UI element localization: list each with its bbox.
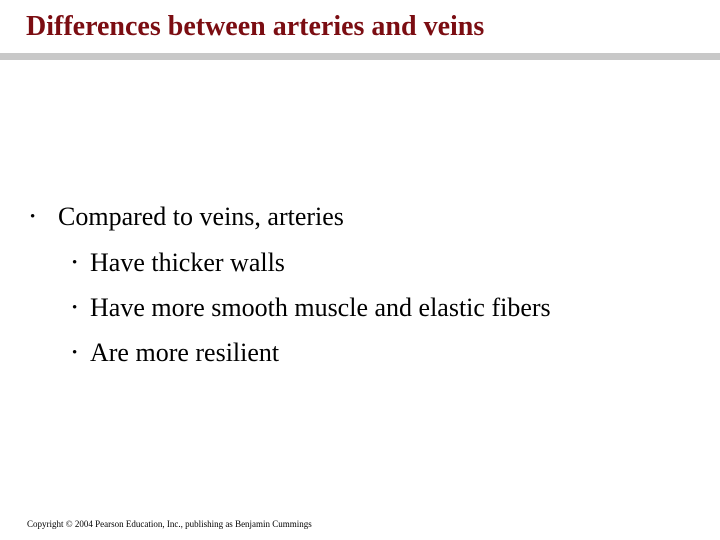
bullet-icon: • [72,345,78,361]
copyright-notice: Copyright © 2004 Pearson Education, Inc., publishing as Benjamin Cummings [27,519,312,529]
sub-bullet-text: Are more resilient [90,338,280,367]
main-bullet-text: Compared to veins, arteries [58,202,344,231]
slide-title: Differences between arteries and veins [26,11,485,42]
bullet-icon: • [72,300,78,316]
bullet-icon: • [30,209,36,225]
sub-bullet-text: Have more smooth muscle and elastic fibers [90,293,551,322]
title-divider [0,53,720,60]
sub-bullet-text: Have thicker walls [90,248,285,277]
bullet-icon: • [72,255,78,271]
